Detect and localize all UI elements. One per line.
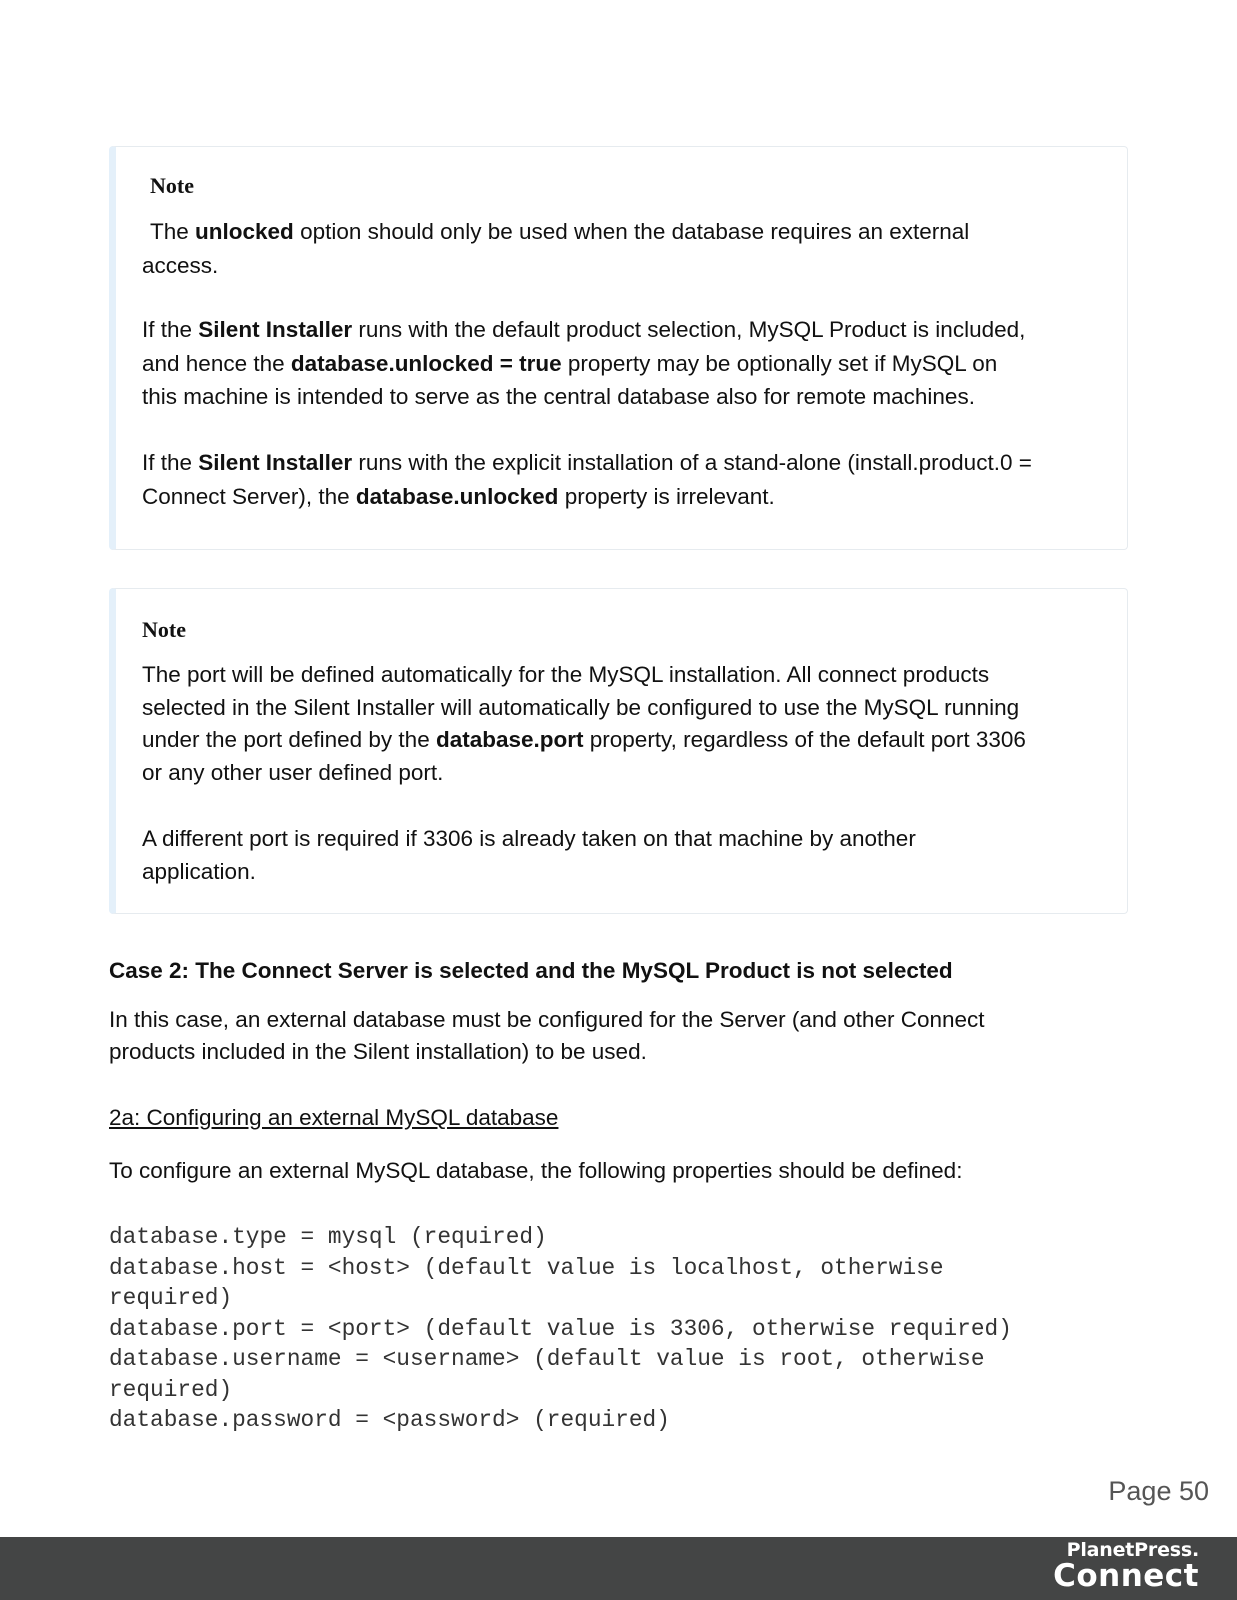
- code-line: database.host = <host> (default value is localhost, otherwise: [109, 1254, 944, 1281]
- section-2a-intro: To configure an external MySQL database, the following properties should be defined:: [109, 1158, 963, 1183]
- note-paragraph: A different port is required if 3306 is already taken on that machine by another application.: [142, 826, 916, 884]
- brand-logo-bottom: Connect: [1053, 1558, 1199, 1594]
- note-title: Note: [142, 617, 186, 642]
- brand-logo-top: PlanetPress.: [1066, 1539, 1199, 1561]
- note-paragraph: If the Silent Installer runs with the default product selection, MySQL Product is included, and hence the database.unlocked = true property may be optionally set if MySQL on this machine is intended to serve as the central database also for remote machines.: [142, 317, 1026, 409]
- page-number: Page 50: [1108, 1476, 1209, 1506]
- note-paragraph: The unlocked option should only be used when the database requires an external access.: [142, 219, 970, 278]
- footer-bar: [0, 1537, 1237, 1600]
- note-title: Note: [150, 173, 194, 198]
- code-line: database.type = mysql (required): [109, 1224, 547, 1250]
- case2-heading: Case 2: The Connect Server is selected and the MySQL Product is not selected: [109, 958, 953, 983]
- code-line: required): [109, 1376, 233, 1403]
- code-line: required): [109, 1285, 233, 1311]
- code-line: database.username = <username> (default value is root, otherwise: [109, 1346, 985, 1372]
- code-line: database.port = <port> (default value is 3306, otherwise required): [109, 1315, 1012, 1342]
- note-paragraph: The port will be defined automatically for the MySQL installation. All connect products selected in the Silent Installer will automatically be configured to use the MySQL running under the port defined by the database.port property, regardless of the default port 3306 or any other user defined port.: [142, 662, 1026, 785]
- note-box-port: [109, 588, 1128, 914]
- section-2a-heading: 2a: Configuring an external MySQL database: [109, 1105, 559, 1130]
- code-block: [109, 1222, 1012, 1436]
- note-paragraph: If the Silent Installer runs with the explicit installation of a stand-alone (install.product.0 = Connect Server), the database.unlocked property is irrelevant.: [142, 450, 1032, 509]
- case2-paragraph: In this case, an external database must be configured for the Server (and other Connect products included in the Silent installation) to be used.: [109, 1007, 985, 1064]
- code-line: database.password = <password> (required): [109, 1407, 670, 1433]
- note-box-unlocked: [109, 146, 1128, 550]
- brand-logo: [1053, 1541, 1199, 1592]
